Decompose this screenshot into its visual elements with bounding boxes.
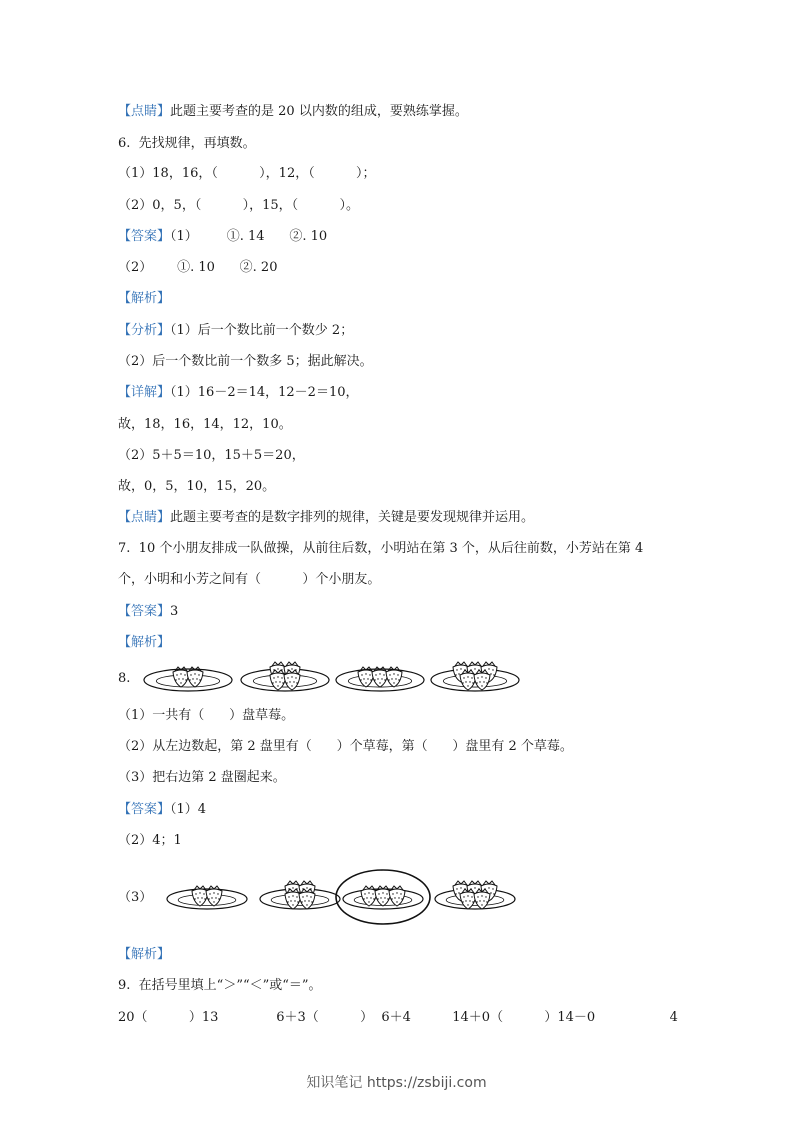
q7-title: 7. 10 个小朋友排成一队做操，从前往后数，小明站在第 3 个，从后往前数，小芳站在第 4	[118, 541, 644, 556]
analysis-tag: 【解析】	[118, 635, 171, 650]
analysis-tag: 【解析】	[118, 291, 171, 306]
q6-detail-result1: 故，18，16，14，12，10。	[118, 417, 292, 432]
q7-answer-line	[118, 604, 178, 620]
keypoint-text: 此题主要考查的是 20 以内数的组成，要熟练掌握。	[170, 104, 468, 119]
answer-tag: 【答案】	[118, 229, 171, 244]
detail-text: （1）16－2＝14，12－2＝10，	[170, 385, 359, 400]
q6-detail-part2: （2）5＋5＝10，15＋5＝20，	[118, 448, 305, 463]
q8-part3: （3）把右边第 2 盘圈起来。	[118, 770, 286, 785]
q8-number: 8.	[118, 671, 131, 686]
q6-part1: （1）18，16，（ ），12，（ ）；	[118, 166, 376, 181]
strawberry-plate	[260, 881, 340, 909]
fenxi-text: （1）后一个数比前一个数少 2；	[170, 323, 354, 338]
q8-answer-part3-label: （3）	[118, 890, 153, 905]
q6-fenxi-part2: （2）后一个数比前一个数多 5；据此解决。	[118, 354, 373, 369]
q8-part1: （1）一共有（ ）盘草莓。	[118, 708, 295, 723]
q6-answer-line	[118, 229, 327, 245]
q5-keypoint-line	[118, 104, 468, 120]
detail-tag: 【详解】	[118, 385, 171, 400]
q6-keypoint-line	[118, 510, 534, 526]
keypoint-tag: 【点睛】	[118, 104, 171, 119]
q6-title: 6. 先找规律，再填数。	[118, 136, 256, 151]
footer-watermark: 知识笔记 https://zsbiji.com	[306, 1075, 487, 1091]
q7-analysis-heading	[118, 635, 170, 651]
q8-analysis-heading	[118, 947, 170, 963]
strawberry-plate	[431, 662, 519, 691]
q8-answer-line	[118, 802, 206, 818]
q6-detail-result2: 故，0，5，10，15，20。	[118, 479, 276, 494]
q8-answer-plates-figure	[155, 866, 535, 926]
q7-title-cont: 个，小明和小芳之间有（ ）个小朋友。	[118, 572, 381, 587]
q6-analysis-heading	[118, 291, 170, 307]
q6-fenxi-line	[118, 323, 353, 339]
answer-text: （1）4	[170, 802, 207, 817]
q8-answer-part2: （2）4；1	[118, 833, 182, 848]
fenxi-tag: 【分析】	[118, 323, 171, 338]
keypoint-tag: 【点睛】	[118, 510, 171, 525]
q8-part2: （2）从左边数起，第 2 盘里有（ ）个草莓，第（ ）盘里有 2 个草莓。	[118, 739, 573, 754]
keypoint-text: 此题主要考查的是数字排列的规律，关键是要发现规律并运用。	[170, 510, 535, 525]
q6-answer-part2: （2） ①. 10 ②. 20	[118, 260, 278, 275]
analysis-tag: 【解析】	[118, 947, 171, 962]
strawberry-plate	[144, 667, 232, 691]
answer-tag: 【答案】	[118, 802, 171, 817]
strawberry-plate	[343, 886, 423, 909]
answer-tag: 【答案】	[118, 604, 171, 619]
answer-text: （1） ①. 14 ②. 10	[170, 229, 328, 244]
answer-text: 3	[170, 604, 179, 619]
q9-title: 9. 在括号里填上“＞”“＜”或“＝”。	[118, 978, 322, 993]
strawberry-plate	[336, 667, 424, 691]
strawberry-plate	[241, 662, 329, 691]
strawberry-plate	[435, 881, 515, 909]
q6-detail-line	[118, 385, 359, 401]
q9-comparisons: 20（ ）13 6＋3（ ） 6＋4 14＋0（ ）14－0 4	[118, 1010, 678, 1025]
q6-part2: （2）0，5，（ ），15，（ ）。	[118, 198, 360, 213]
q8-plates-figure	[140, 654, 530, 700]
strawberry-plate	[167, 886, 247, 909]
